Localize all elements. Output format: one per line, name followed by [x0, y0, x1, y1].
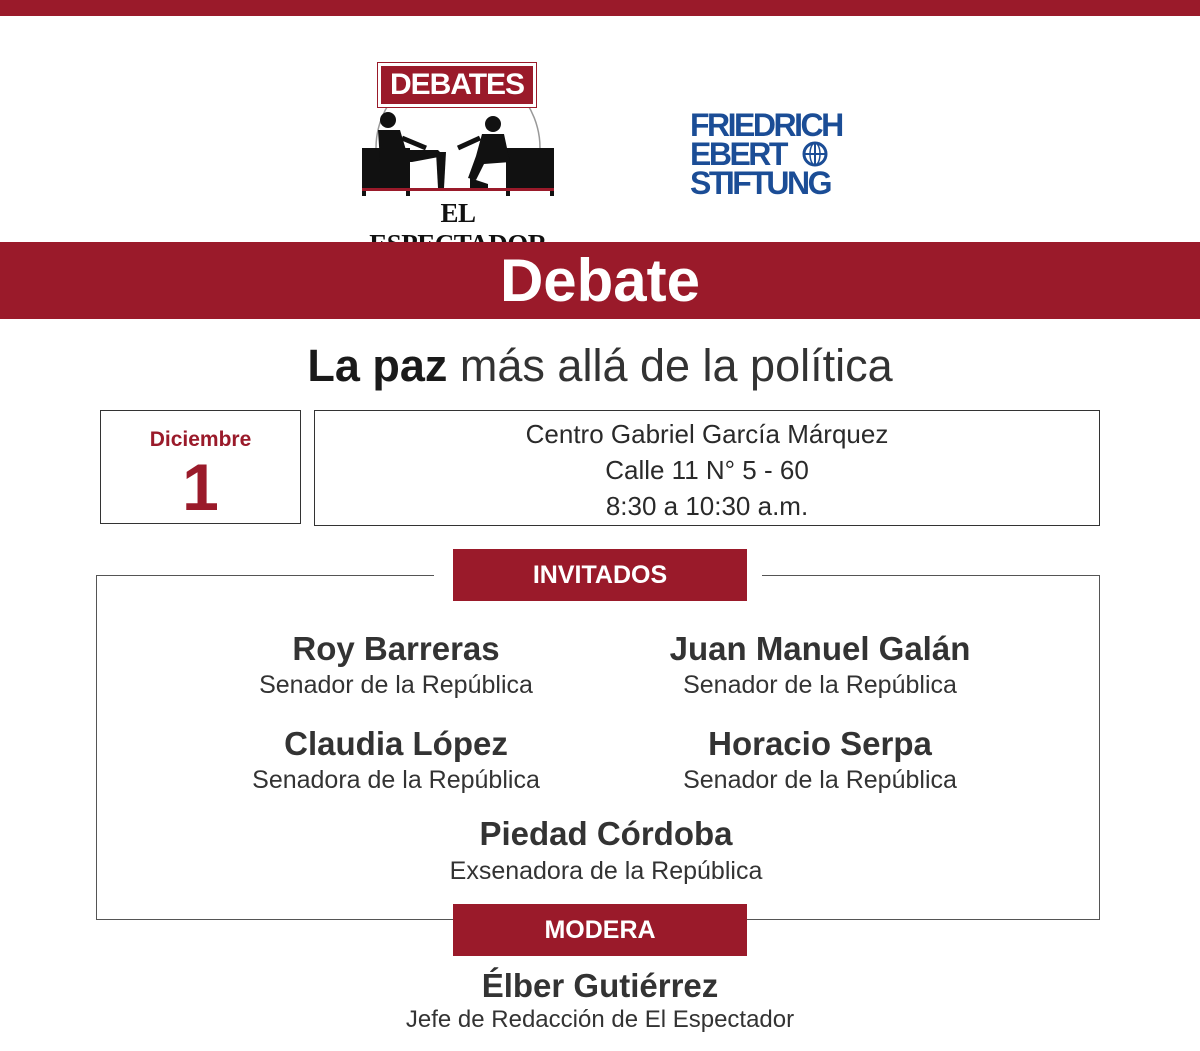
guest-role: Senador de la República: [683, 671, 957, 699]
guest-name: Roy Barreras: [292, 630, 500, 667]
guest-role: Senador de la República: [259, 671, 533, 699]
debate-banner: [0, 242, 1200, 319]
fes-line-3: STIFTUNG: [690, 165, 830, 201]
fes-line-1: FRIEDRICH: [690, 107, 842, 143]
venue-box: [314, 410, 1100, 526]
banner-title: Debate: [499, 247, 701, 314]
guest-role: Exsenadora de la República: [449, 857, 763, 885]
debates-logo-title-box: [378, 63, 536, 107]
fes-line-2: EBERT: [690, 136, 786, 172]
date-month: Diciembre: [149, 428, 252, 451]
frame-top-left-rule: [96, 575, 434, 576]
venue-name: Centro Gabriel García Márquez: [525, 419, 889, 449]
el-espectador-brand: EL: [440, 198, 476, 228]
venue-address: Calle 11 N° 5 - 60: [605, 455, 809, 485]
guest-role: Senadora de la República: [252, 766, 540, 794]
guest-role: Senador de la República: [683, 766, 957, 794]
moderator-label: MODERA: [453, 904, 747, 956]
debates-logo-title: DEBATES: [389, 68, 525, 101]
friedrich-ebert-stiftung-logo: [690, 107, 850, 205]
debates-el-espectador-logo: [358, 38, 563, 230]
date-day: 1: [182, 450, 219, 524]
frame-top-right-rule: [762, 575, 1100, 576]
guest-name: Claudia López: [284, 725, 508, 762]
moderator-name: Élber Gutiérrez: [481, 967, 719, 1004]
guest-name: Piedad Córdoba: [479, 815, 733, 852]
guest-name: Horacio Serpa: [708, 725, 932, 762]
event-time: 8:30 a 10:30 a.m.: [605, 491, 809, 521]
guest-name: Juan Manuel Galán: [669, 630, 971, 667]
globe-icon: [802, 141, 828, 167]
moderator-role: Jefe de Redacción de El Espectador: [405, 1006, 795, 1033]
event-subtitle: [0, 340, 1200, 392]
date-box: [100, 410, 301, 524]
guests-label: INVITADOS: [453, 549, 747, 601]
subtitle-rest: más allá de la política: [459, 340, 893, 391]
top-bar: [0, 0, 1200, 16]
subtitle-bold: La paz: [307, 340, 448, 391]
